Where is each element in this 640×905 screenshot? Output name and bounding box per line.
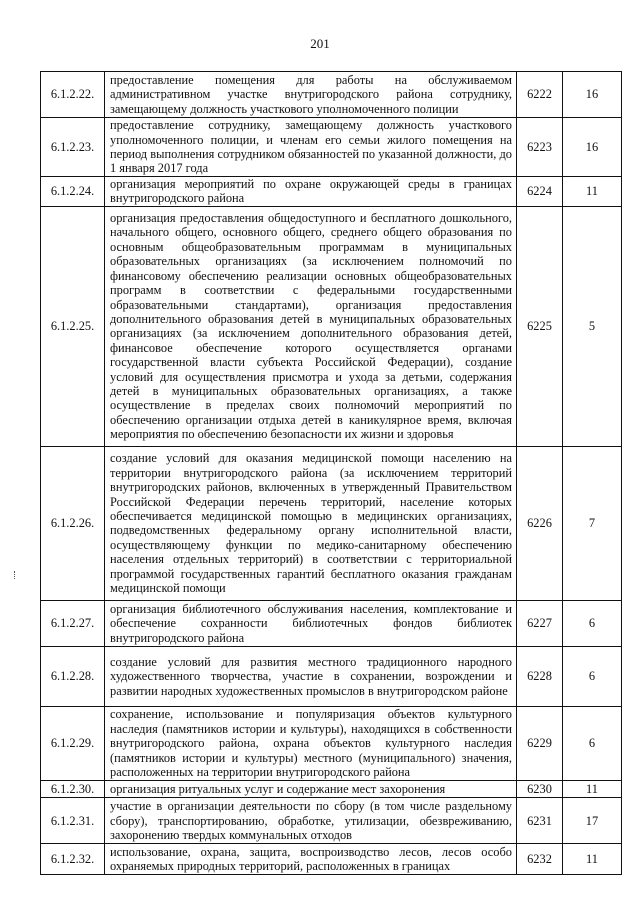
row-text: участие в организации деятельности по сбору (в том числе раздельному сбору), транспортированию, обработке, утилизации, обезвреживанию, захоронению твердых коммунальных отходов xyxy=(105,798,517,844)
row-code: 6.1.2.23. xyxy=(41,118,105,177)
row-number: 6228 xyxy=(517,646,563,706)
table-row xyxy=(41,72,622,118)
row-text: организация предоставления общедоступного и бесплатного дошкольного, начального общего, основного общего, среднего общего образования по основным общеобразовательным программам в муниципальных образовательных организациях (за исключением полномочий по финансовому обеспечению реализации основных общеобразовательных программ в соответствии с федеральными государственными образовательными стандартами), организация предоставления дополнительного образования детей в муниципальных образовательных организациях (за исключением дополнительного образования детей, финансовое обеспечение которого осуществляется органами государственной власти субъекта Российской Федерации), создание условий для осуществления присмотра и ухода за детьми, содержания детей в муниципальных образовательных организациях, а также осуществление в пределах своих полномочий мероприятий по обеспечению организации отдыха детей в каникулярное время, включая мероприятия по обеспечению безопасности их жизни и здоровья xyxy=(105,206,517,446)
row-number: 6227 xyxy=(517,600,563,646)
table-row xyxy=(41,844,622,875)
page-number: 201 xyxy=(310,36,330,51)
table-row xyxy=(41,446,622,600)
row-code: 6.1.2.31. xyxy=(41,798,105,844)
table-row xyxy=(41,798,622,844)
row-number: 6231 xyxy=(517,798,563,844)
table-row xyxy=(41,780,622,797)
row-code: 6.1.2.24. xyxy=(41,177,105,207)
row-code: 6.1.2.22. xyxy=(41,72,105,118)
table-row xyxy=(41,118,622,177)
row-number: 6226 xyxy=(517,446,563,600)
row-text: организация библиотечного обслуживания населения, комплектование и обеспечение сохранности библиотечных фондов библиотек внутригородского района xyxy=(105,600,517,646)
row-number: 6225 xyxy=(517,206,563,446)
row-value: 17 xyxy=(563,798,622,844)
row-number: 6229 xyxy=(517,706,563,780)
row-code: 6.1.2.25. xyxy=(41,206,105,446)
row-value: 6 xyxy=(563,646,622,706)
table-row xyxy=(41,177,622,207)
row-value: 11 xyxy=(563,844,622,875)
functions-table xyxy=(40,71,622,875)
row-number: 6222 xyxy=(517,72,563,118)
row-text: создание условий для развития местного традиционного народного художественного творчества, участие в сохранении, возрождении и развитии народных художественных промыслов в внутригородском районе xyxy=(105,646,517,706)
row-text: сохранение, использование и популяризация объектов культурного наследия (памятников истории и культуры), находящихся в собственности внутригородского района, охрана объектов культурного наследия (памятников истории и культуры) местного (муниципального) значения, расположенных на территории внутригородского района xyxy=(105,706,517,780)
row-text: организация мероприятий по охране окружающей среды в границах внутригородского района xyxy=(105,177,517,207)
row-code: 6.1.2.27. xyxy=(41,600,105,646)
row-value: 6 xyxy=(563,706,622,780)
row-number: 6224 xyxy=(517,177,563,207)
row-value: 11 xyxy=(563,177,622,207)
row-value: 16 xyxy=(563,118,622,177)
row-text: предоставление сотруднику, замещающему должность участкового уполномоченного полиции, и членам его семьи жилого помещения на период выполнения сотрудником обязанностей по указанной должности, до 1 января 2017 года xyxy=(105,118,517,177)
row-text: создание условий для оказания медицинской помощи населению на территории внутригородского района (за исключением территорий внутригородских районов, включенных в утвержденный Правительством Российской Федерации перечень территорий, население которых обеспечивается медицинской помощью в медицинских организациях, подведомственных федеральному органу исполнительной власти, осуществляющему функции по медико-санитарному обеспечению населения отдельных территорий) в соответствии с территориальной программой государственных гарантий бесплатного оказания гражданам медицинской помощи xyxy=(105,446,517,600)
row-code: 6.1.2.29. xyxy=(41,706,105,780)
row-code: 6.1.2.32. xyxy=(41,844,105,875)
row-text: организация ритуальных услуг и содержание мест захоронения xyxy=(105,780,517,797)
scan-margin-mark xyxy=(14,571,18,579)
row-value: 6 xyxy=(563,600,622,646)
row-text: предоставление помещения для работы на обслуживаемом административном участке внутригородского района сотруднику, замещающему должность участкового уполномоченного полиции xyxy=(105,72,517,118)
row-value: 5 xyxy=(563,206,622,446)
row-code: 6.1.2.30. xyxy=(41,780,105,797)
table-row xyxy=(41,646,622,706)
table-row xyxy=(41,206,622,446)
table-row xyxy=(41,600,622,646)
table-row xyxy=(41,706,622,780)
row-number: 6230 xyxy=(517,780,563,797)
row-value: 16 xyxy=(563,72,622,118)
row-text: использование, охрана, защита, воспроизводство лесов, лесов особо охраняемых природных территорий, расположенных в границах xyxy=(105,844,517,875)
row-value: 7 xyxy=(563,446,622,600)
row-number: 6223 xyxy=(517,118,563,177)
row-code: 6.1.2.28. xyxy=(41,646,105,706)
row-number: 6232 xyxy=(517,844,563,875)
row-value: 11 xyxy=(563,780,622,797)
row-code: 6.1.2.26. xyxy=(41,446,105,600)
